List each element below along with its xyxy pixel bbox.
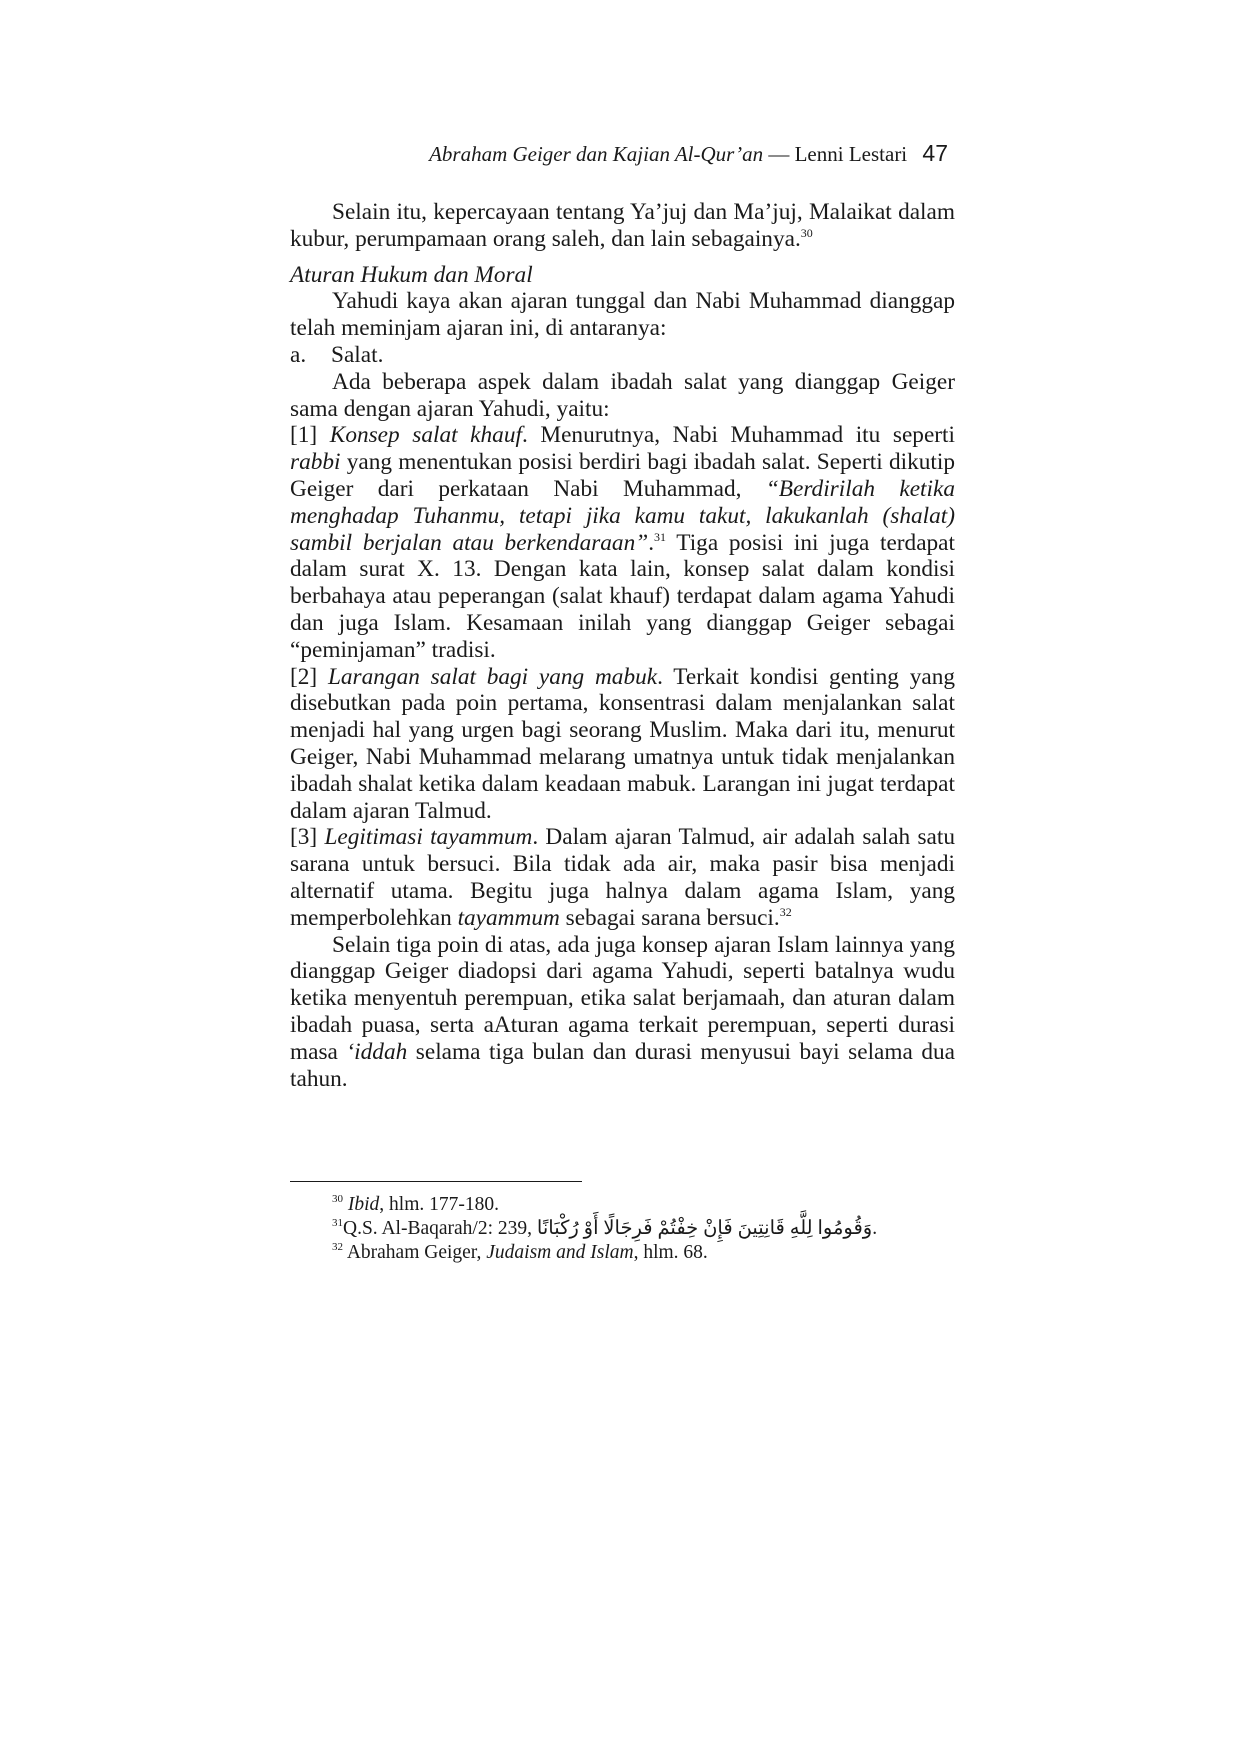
footnote-ref-31: 31 [654,529,667,544]
footnote-separator [290,1181,582,1182]
page-number: 47 [922,140,948,166]
section-heading: Aturan Hukum dan Moral [290,261,533,288]
footnote-ref-30: 30 [800,225,813,240]
list-item-a-text: Salat. [331,341,384,368]
list-item-a [290,342,955,369]
point-1-title: Konsep salat khauf [329,422,522,449]
point-2-title: Larangan salat bagi yang mabuk [327,663,658,690]
paragraph-2: Yahudi kaya akan ajaran tunggal dan Nabi Muhammad dianggap telah meminjam ajaran ini, di antaranya: [290,288,955,342]
paragraph-4: Selain tiga poin di atas, ada juga konsep ajaran Islam lainnya yang dianggap Geiger diadopsi dari agama Yahudi, seperti batalnya wudu ketika menyentuh perempuan, etika salat berjamaah, dan aturan dalam ibadah puasa, serta aAturan agama terkait perempuan, seperti durasi masa ‘iddah selama tiga bulan dan durasi menyusui bayi selama dua tahun. [290,931,956,1092]
footnote-32: $^{32}$ Abraham Geiger, Judaism and Islam, hlm. 68. [332,1241,708,1263]
quotation: “Berdirilah ketika menghadap Tuhanmu, tetapi jika kamu takut, lakukanlah (shalat) sambil berjalan atau berkendaraan” [290,475,955,556]
paragraph-3: Ada beberapa aspek dalam ibadah salat yang dianggap Geiger sama dengan ajaran Yahudi, yaitu: [290,368,955,422]
footnote-31: $^{31}$Q.S. Al-Baqarah/2: 239, وَقُومُوا لِلَّهِ قَانِتِينَ فَإِنْ خِفْتُمْ فَرِجَالًا أَوْ رُكْبَانًا. [332,1217,878,1239]
point-3: [3] Legitimasi tayammum. Dalam ajaran Talmud, air adalah salah satu sarana untuk bersuci. Bila tidak ada air, maka pasir bisa menjadi alternatif utama. Begitu juga halnya dalam agama Islam, yang memperbolehkan tayammum sebagai sarana bersuci.$^{32}$ [290,824,955,931]
arabic-verse: وَقُومُوا لِلَّهِ قَانِتِينَ فَإِنْ خِفْتُمْ فَرِجَالًا أَوْ رُكْبَانًا [536,1218,873,1239]
paragraph-1: Selain itu, kepercayaan tentang Ya’juj dan Ma’juj, Malaikat dalam kubur, perumpamaan orang saleh, dan lain sebagainya.$^{30}$ [290,199,955,252]
footnotes [332,1193,952,1265]
point-2: [2] Larangan salat bagi yang mabuk. Terkait kondisi genting yang disebutkan pada poin pertama, konsentrasi dalam menjalankan salat menjadi hal yang urgen bagi seorang Muslim. Maka dari itu, menurut Geiger, Nabi Muhammad melarang umatnya untuk tidak menjalankan ibadah shalat ketika dalam keadaan mabuk. Larangan ini jugat terdapat dalam ajaran Talmud. [290,663,955,824]
running-header [429,140,948,167]
main-text [290,199,955,1092]
point-1: [1] Konsep salat khauf. Menurutnya, Nabi Muhammad itu seperti rabbi yang menentukan posisi berdiri bagi ibadah salat. Seperti dikutip Geiger dari perkataan Nabi Muhammad, “Berdirilah ketika menghadap Tuhanmu, tetapi jika kamu takut, lakukanlah (shalat) sambil berjalan atau berkendaraan”.$^{31}$ Tiga posisi ini juga terdapat dalam surat X. 13. Dengan kata lain, konsep salat dalam kondisi berbahaya atau peperangan (salat khauf) terdapat dalam agama Yahudi dan juga Islam. Kesamaan inilah yang dianggap Geiger sebagai “peminjaman” tradisi. [290,422,956,663]
running-header-author: — Lenni Lestari [768,142,908,166]
footnote-30: $^{30}$ Ibid, hlm. 177-180. [332,1193,500,1215]
list-letter: a. [290,341,307,368]
point-3-title: Legitimasi tayammum [324,824,533,851]
footnote-ref-32: 32 [779,904,792,919]
running-header-title: Abraham Geiger dan Kajian Al-Qur’an [429,142,764,166]
